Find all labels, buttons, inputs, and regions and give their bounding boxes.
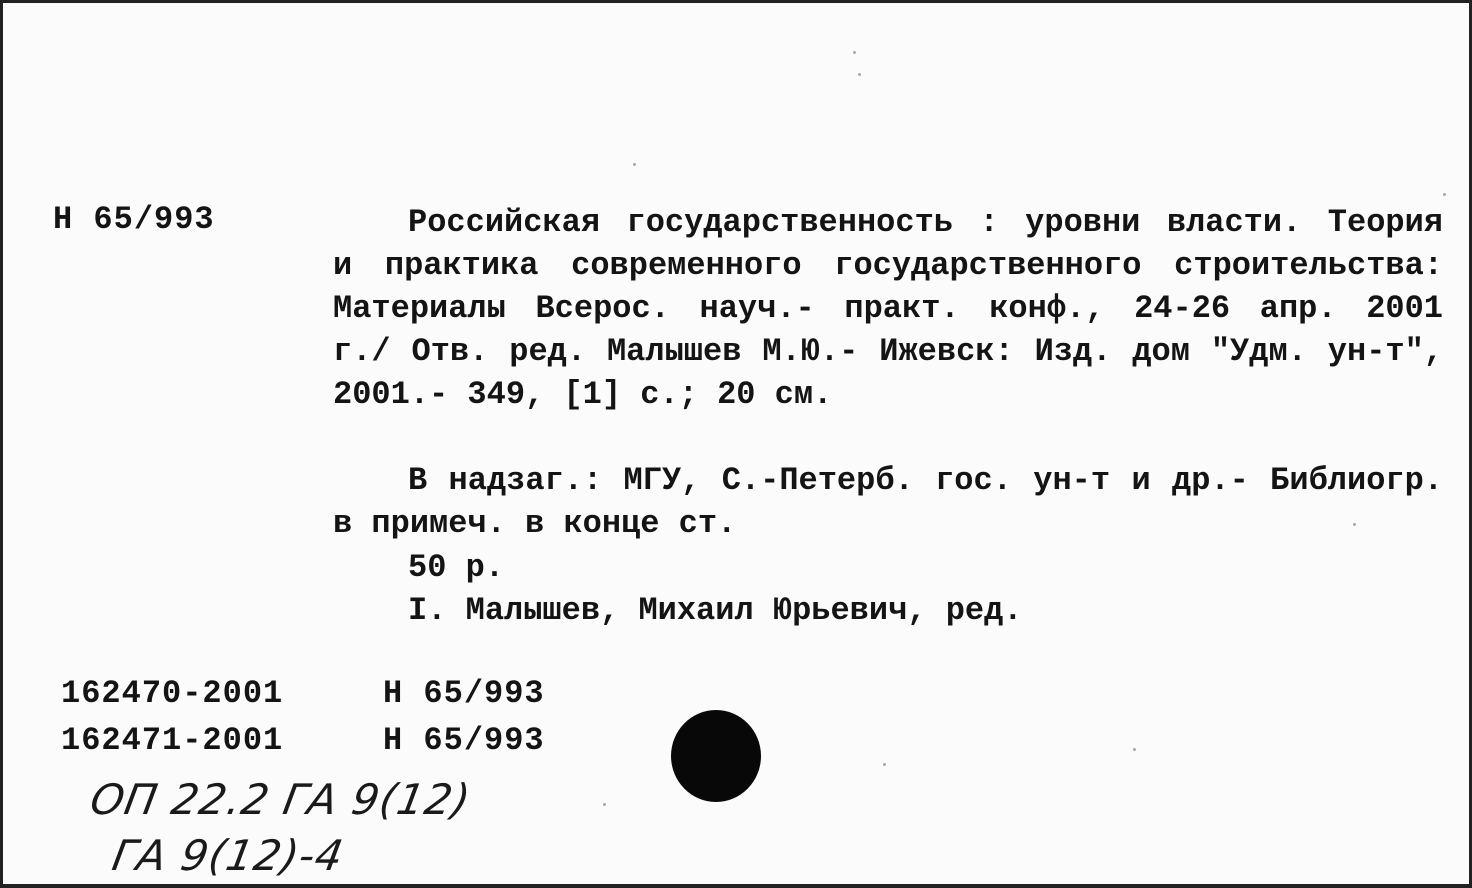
inventory-shelf: Н 65/993: [383, 675, 545, 712]
scan-speck: [858, 73, 861, 76]
scan-speck: [883, 763, 886, 766]
inventory-shelf: Н 65/993: [383, 722, 545, 759]
handwritten-note: ОП 22.2 ГА 9(12): [86, 775, 475, 824]
shelf-mark: Н 65/993: [53, 201, 215, 238]
handwritten-note: ГА 9(12)-4: [108, 831, 348, 880]
inventory-number: 162470-2001: [61, 675, 284, 712]
inventory-line: [61, 722, 545, 759]
bibliographic-note: В надзаг.: МГУ, С.-Петерб. гос. ун-т и др.- Библиогр. в примеч. в конце ст.: [333, 462, 1443, 542]
punch-hole: [671, 710, 761, 802]
inventory-line: [61, 675, 545, 712]
added-entry: I. Малышев, Михаил Юрьевич, ред.: [408, 592, 1023, 629]
bibliographic-description: Российская государственность : уровни власти. Теория и практика современного государственного строительства: Материалы Всерос. науч.- практ. конф., 24-26 апр. 2001 г./ Отв. ред. Малышев М.Ю.- Ижевск: Изд. дом "Удм. ун-т", 2001.- 349, [1] с.; 20 см.: [333, 204, 1443, 413]
scan-speck: [1443, 193, 1446, 196]
inventory-number: 162471-2001: [61, 722, 284, 759]
scan-speck: [1133, 748, 1136, 751]
price: 50 р.: [408, 549, 505, 586]
scan-speck: [633, 163, 636, 166]
scan-speck: [603, 803, 606, 806]
scan-speck: [853, 51, 856, 54]
